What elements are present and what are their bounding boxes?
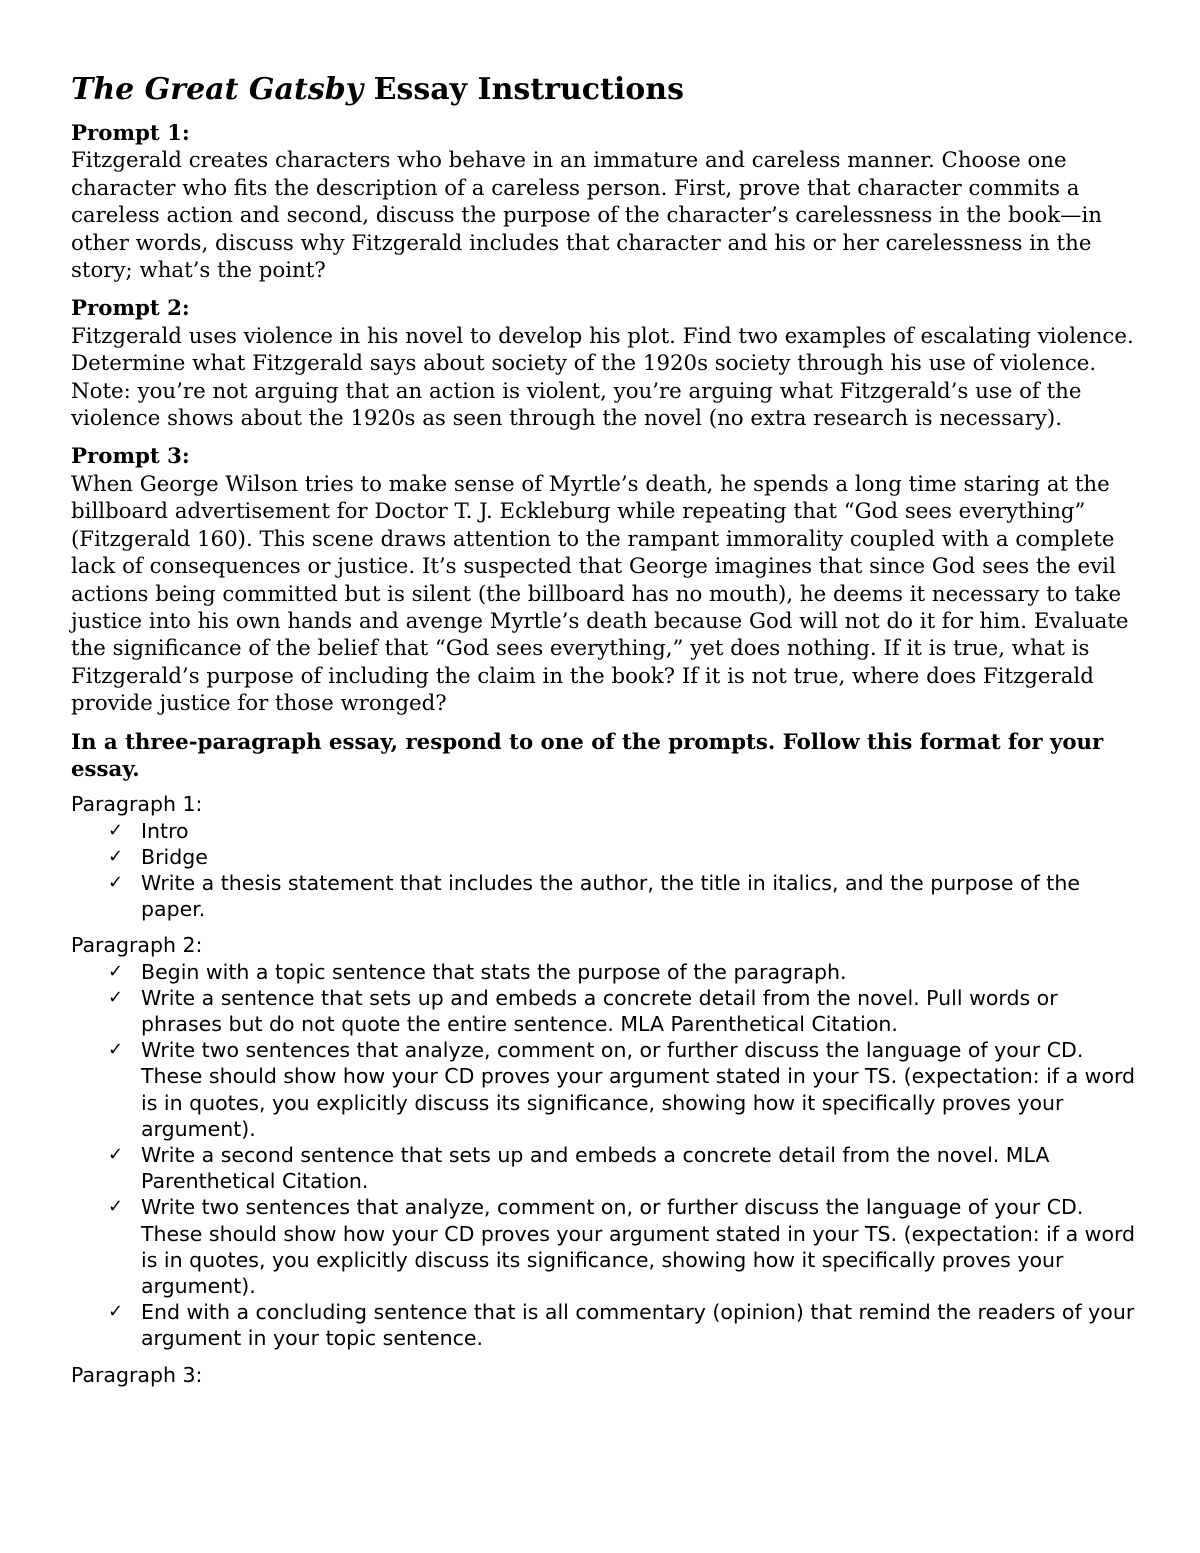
checklist-item: [71, 959, 1141, 985]
paragraph-1-heading: Paragraph 1:: [71, 792, 203, 817]
checklist-item: [71, 1037, 1141, 1142]
checkmark-icon: ✓: [108, 845, 124, 867]
paragraph-3-heading: Paragraph 3:: [71, 1362, 203, 1387]
checklist-item: [71, 818, 1141, 844]
checklist-item-text: Write a second sentence that sets up and embeds a concrete detail from the novel. MLA Parenthetical Citation.: [141, 1142, 1050, 1194]
checkmark-icon: ✓: [108, 871, 124, 893]
checklist-item: [71, 870, 1141, 922]
title-book-name: The Great Gatsby: [71, 72, 364, 107]
checklist-item-text: Write two sentences that analyze, comment on, or further discuss the language of your CD. These should show how your CD proves your argument stated in your TS. (expectation: if a word is in quotes, you explicitly discuss its significance, showing how it specifically proves your argument).: [141, 1038, 1136, 1141]
checkmark-icon: ✓: [108, 960, 124, 982]
document-title: [71, 68, 1141, 112]
checklist-item-text: Bridge: [141, 844, 208, 869]
prompt-label: Prompt 2:: [71, 296, 190, 322]
checklist-item-text: Write a thesis statement that includes the author, the title in italics, and the purpose of the paper.: [141, 870, 1080, 922]
checklist-item: [71, 844, 1141, 870]
checklist-item: [71, 1194, 1141, 1299]
checklist-item-text: Write two sentences that analyze, comment on, or further discuss the language of your CD. These should show how your CD proves your argument stated in your TS. (expectation: if a word is in quotes, you explicitly discuss its significance, showing how it specifically proves your argument).: [141, 1195, 1136, 1298]
prompt-text: Fitzgerald uses violence in his novel to develop his plot. Find two examples of escalating violence. Determine what Fitzgerald says about society of the 1920s society through his use of violence. Note: you’re not arguing that an action is violent, you’re arguing what Fitzgerald’s use of the violence shows about the 1920s as seen through the novel (no extra research is necessary).: [71, 323, 1134, 432]
prompt-text: When George Wilson tries to make sense of Myrtle’s death, he spends a long time staring at the billboard advertisement for Doctor T. J. Eckleburg while repeating that “God sees everything” (Fitzgerald 160). This scene draws attention to the rampant immorality coupled with a complete lack of consequences or justice. It’s suspected that George imagines that since God sees the evil actions being committed but is silent (the billboard has no mouth), he deems it necessary to take justice into his own hands and avenge Myrtle’s death because God will not do it for him. Evaluate the significance of the belief that “God sees everything,” yet does nothing. If it is true, what is Fitzgerald’s purpose of including the claim in the book? If it is not true, where does Fitzgerald provide justice for those wronged?: [71, 471, 1129, 717]
paragraph-2-checklist: [71, 959, 1141, 1352]
checkmark-icon: ✓: [108, 1301, 124, 1323]
prompt-3: [71, 443, 1141, 717]
checklist-item-text: Intro: [141, 818, 189, 843]
prompt-text: Fitzgerald creates characters who behave in an immature and careless manner. Choose one character who fits the description of a careless person. First, prove that character commits a careless action and second, discuss the purpose of the character’s carelessness in the book—in other words, discuss why Fitzgerald includes that character and his or her carelessness in the story; what’s the point?: [71, 148, 1102, 284]
checklist-item: [71, 1299, 1141, 1351]
checklist-item-text: End with a concluding sentence that is all commentary (opinion) that remind the readers of your argument in your topic sentence.: [141, 1300, 1135, 1351]
checkmark-icon: ✓: [108, 819, 124, 841]
checklist-item-text: Begin with a topic sentence that stats the purpose of the paragraph.: [141, 959, 847, 984]
title-rest: Essay Instructions: [363, 72, 684, 107]
prompt-2: [71, 295, 1141, 432]
prompt-1: [71, 120, 1141, 284]
prompt-label: Prompt 3:: [71, 444, 190, 470]
paragraph-1-checklist: [71, 818, 1141, 923]
document-page: [71, 68, 1141, 1388]
checkmark-icon: ✓: [108, 1143, 124, 1165]
checkmark-icon: ✓: [108, 986, 124, 1008]
checkmark-icon: ✓: [108, 1196, 124, 1218]
checklist-item: [71, 1142, 1141, 1194]
checklist-item: [71, 985, 1141, 1037]
prompt-label: Prompt 1:: [71, 121, 190, 146]
paragraph-2-heading: Paragraph 2:: [71, 933, 203, 958]
checklist-item-text: Write a sentence that sets up and embeds a concrete detail from the novel. Pull words or phrases but do not quote the entire sentence. MLA Parenthetical Citation.: [141, 985, 1058, 1036]
checkmark-icon: ✓: [108, 1039, 124, 1061]
essay-instruction: In a three-paragraph essay, respond to one of the prompts. Follow this format for your essay.: [71, 729, 1104, 782]
